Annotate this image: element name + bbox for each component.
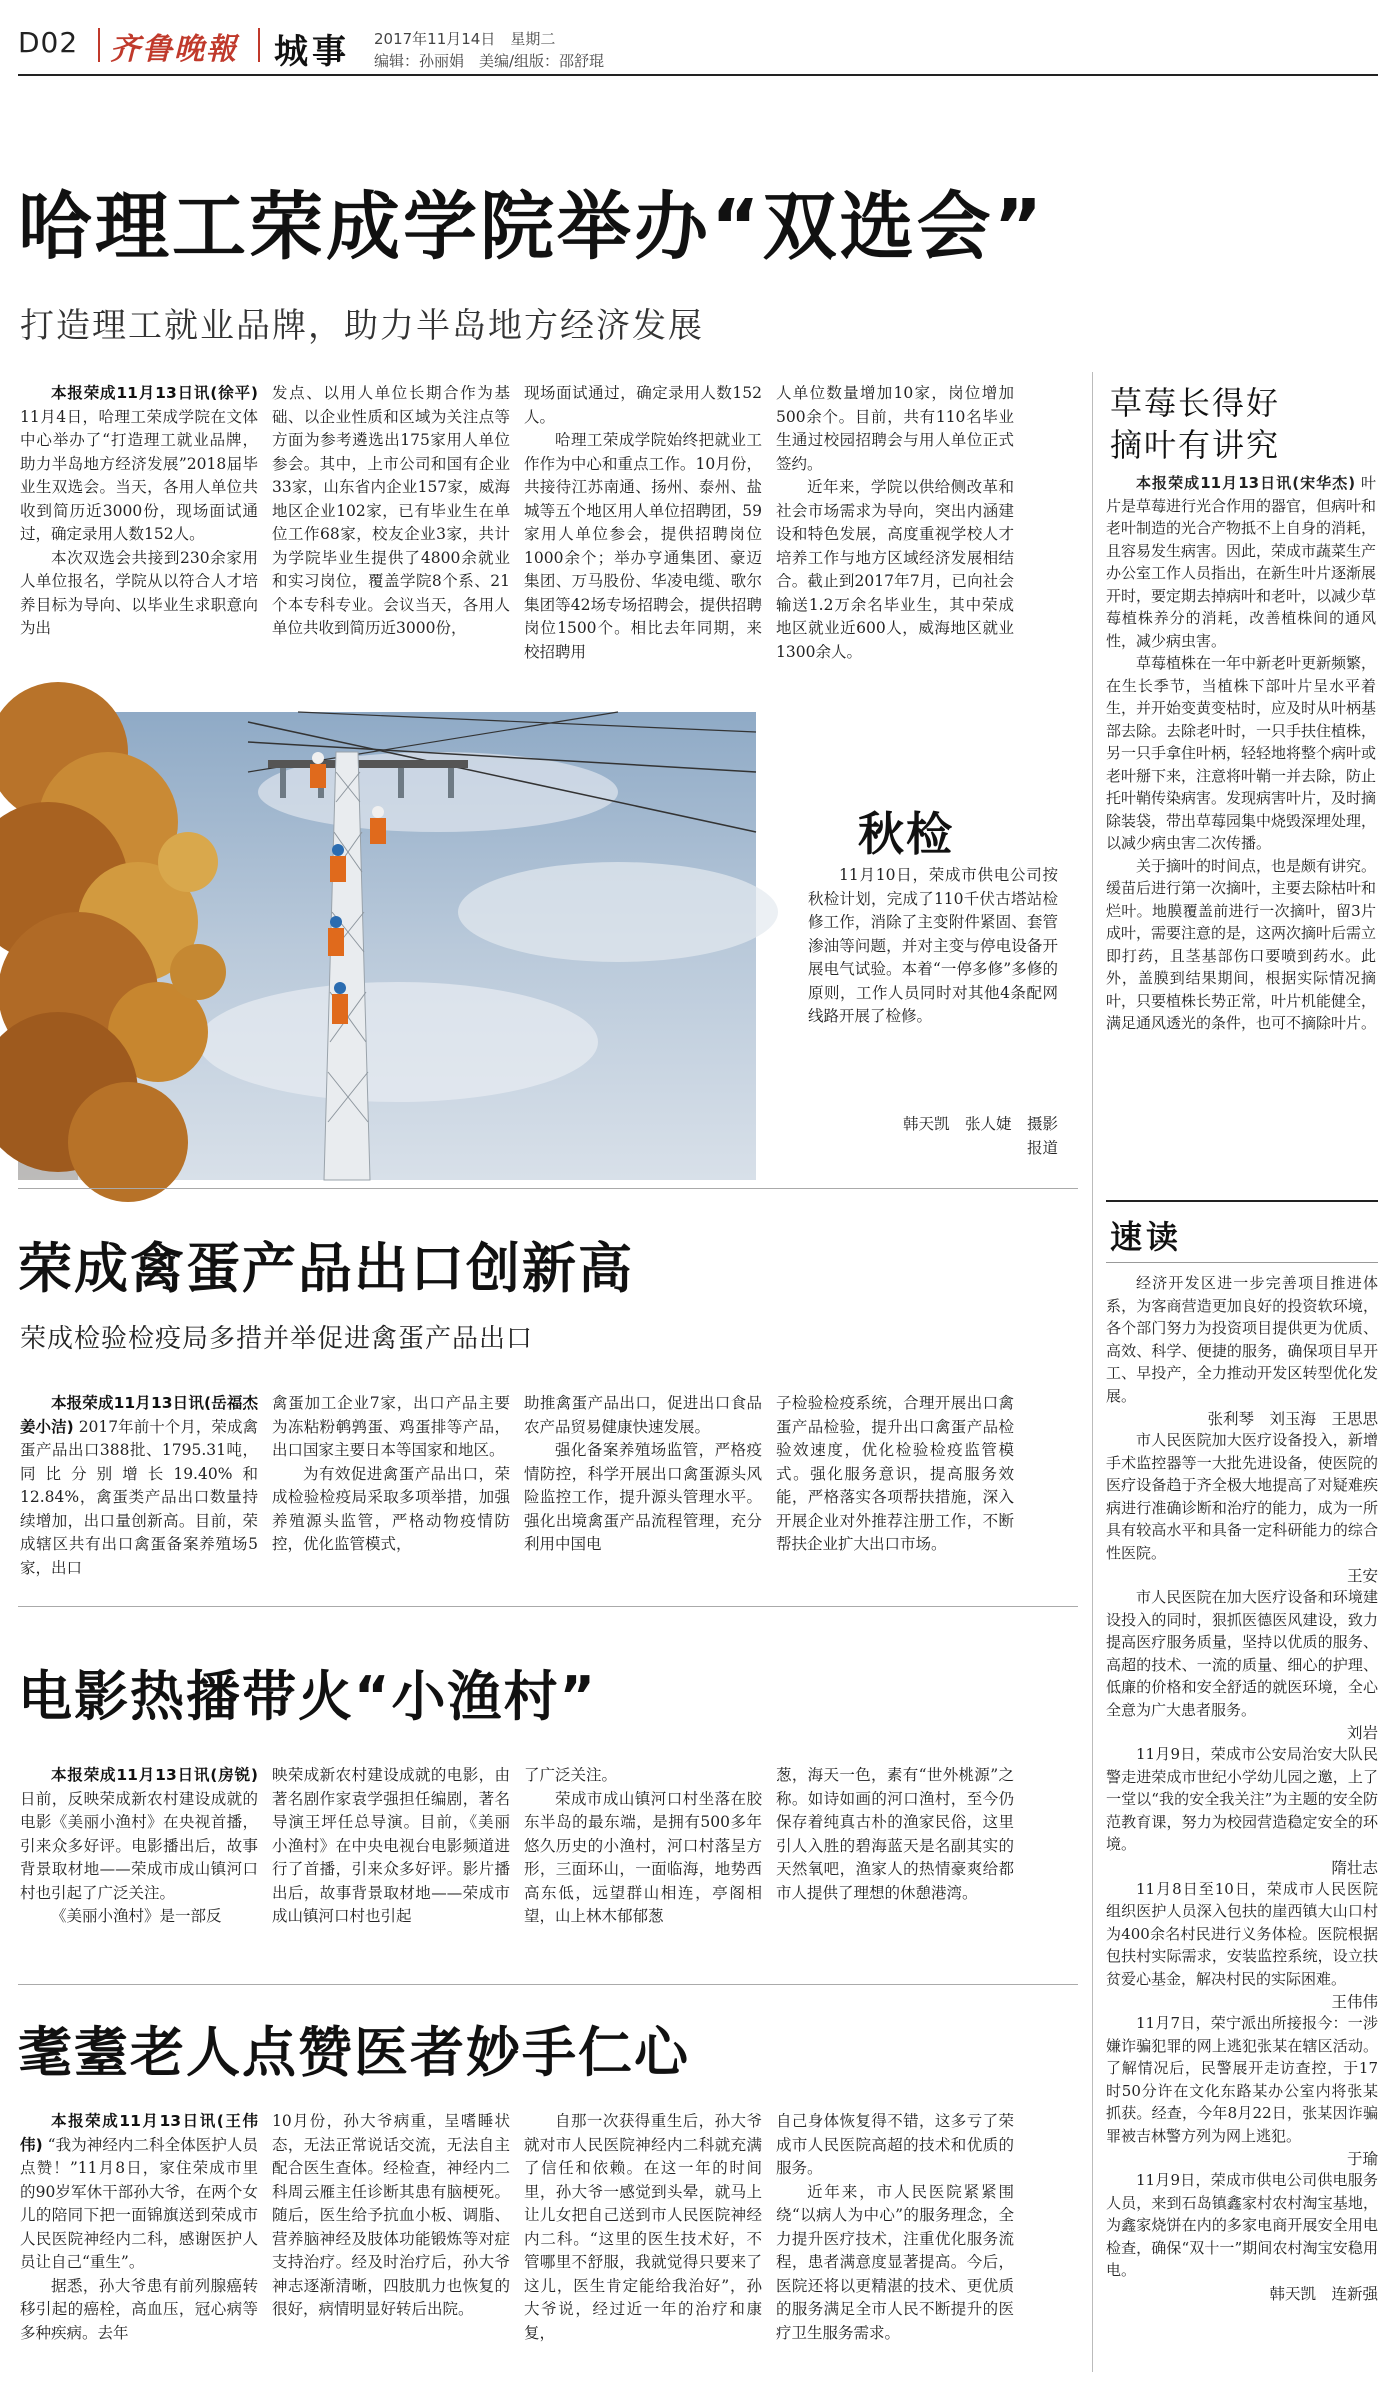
story1-col2: 发点、以用人单位长期合作为基础、以企业性质和区域为关注点等方面为参考遴选出175家用人单位参会。其中，上市公司和国有企业33家，山东省内企业157家，威海地区企业102家，已有毕业生在单位工作68家，校友企业3家，共计为学院毕业生提供了4800余就业和实习岗位，覆盖学院8个系、21个本专科专业。会议当天，各用人单位共收到简历近3000份，: [272, 384, 510, 637]
sidebar-title: 草莓长得好 摘叶有讲究: [1110, 384, 1281, 464]
story1-subhead: 打造理工就业品牌，助力半岛地方经济发展: [20, 306, 704, 346]
divider: [18, 1188, 1078, 1189]
issue-date: 2017年11月14日 星期二: [374, 30, 556, 48]
cloud: [458, 862, 778, 962]
photo-caption-text: 11月10日，荣成市供电公司按秋检计划，完成了110千伏古塔站检修工作，消除了主变附件紧固、套管渗油等问题，并对主变与停电设备开展电气试验。本着“一停多修”多修的原则，工作人员同时对其他4条配网线路开展了检修。: [808, 866, 1058, 1025]
story4-col1: 本报荣成11月13日讯(王伟伟) “我为神经内二科全体医护人员点赞！”11月8日，家住荣成市里的90岁军休干部孙大爷，在两个女儿的陪同下把一面锦旗送到荣成市人民医院神经内二科，感谢医护人员让自己“重生”。 据悉，孙大爷患有前列腺癌转移引起的癌栓，高血压，冠心病等多种疾病。去年: [20, 2112, 258, 2342]
page-number: D02: [18, 26, 79, 59]
divider: [18, 1984, 1078, 1985]
speedread-item: 市人民医院加大医疗设备投入，新增手术监控器等一大批先进设备，使医院的医疗设备趋于齐全极大地提高了对疑难疾病进行准确诊断和治疗的能力，成为一所具有较高水平和具备一定科研能力的综合性医院。: [1106, 1431, 1378, 1562]
story1-col1: 本报荣成11月13日讯(徐平) 11月4日，哈理工荣成学院在文体中心举办了“打造理工就业品牌，助力半岛地方经济发展”2018届毕业生双选会。当天，各用人单位共收到简历近3000份，现场面试通过，确定录用人数152人。 本次双选会共接到230余家用人单位报名，学院从以符合人才培养目标为导向、以毕业生求职意向为出: [20, 384, 258, 637]
divider: [1106, 1262, 1378, 1263]
worker: [328, 916, 344, 956]
newspaper-logo: 齐鲁晚報: [110, 32, 238, 67]
speedread-author: 韩天凯 连新强: [1269, 2284, 1378, 2303]
divider: [1106, 1200, 1378, 1202]
story2-col3: 助推禽蛋产品出口，促进出口食品农产品贸易健康快速发展。 强化备案养殖场监管，严格疫情防控，科学开展出口禽蛋源头风险监控工作，提升源头管理水平。强化出境禽蛋产品流程管理，充分利用中国电: [524, 1394, 762, 1553]
speedread-author: 张利琴 刘玉海 王思思: [1207, 1410, 1378, 1428]
story3-col2: 映荣成新农村建设成就的电影，由著名剧作家袁学强担任编剧，著名导演王坪任总导演。目前，《美丽小渔村》在中央电视台电影频道进行了首播，引来众多好评。影片播出后，故事背景取材地——荣成市成山镇河口村也引起: [272, 1766, 510, 1925]
speedread-author: 隋壮志: [1331, 1858, 1378, 1877]
sidebar-article: 本报荣成11月13日讯(宋华杰) 叶片是草莓进行光合作用的器官，但病叶和老叶制造的光合产物抵不上自身的消耗，且容易发生病害。因此，荣成市蔬菜生产办公室工作人员指出，在新生叶片逐渐展开时，要定期去掉病叶和老叶，以减少草莓植株养分的消耗，改善植株间的通风性，减少病虫害。 草莓植株在一年中新老叶更新频繁，在生长季节，当植株下部叶片呈水平着生，并开始变黄变枯时，应及时从叶柄基部去除。去除老叶时，一只手扶住植株，另一只手拿住叶柄，轻轻地将整个病叶或老叶掰下来，注意将叶鞘一并去除，防止托叶鞘传染病害。发现病害叶片，及时摘除装袋，带出草莓园集中烧毁深埋处理，以减少病虫害二次传播。 关于摘叶的时间点，也是颇有讲究。缓苗后进行第一次摘叶，主要去除枯叶和烂叶。地膜覆盖前进行一次摘叶，留3片成叶，需要注意的是，这两次摘叶后需立即打药，且茎基部伤口要喷到药水。此外，盖膜到结果期间，根据实际情况摘叶，只要植株长势正常，叶片机能健全，满足通风透光的条件，也可不摘除叶片。: [1106, 474, 1377, 1032]
photo-illustration: [18, 712, 756, 1180]
story2-col4: 子检验检疫系统，合理开展出口禽蛋产品检验，提升出口禽蛋产品检验效速度，优化检验检疫监管模式。强化服务意识，提高服务效能，严格落实各项帮扶措施，深入开展企业对外推荐注册工作，不断帮扶企业扩大出口市场。: [776, 1394, 1014, 1553]
story4-col2: 10月份，孙大爷病重，呈嗜睡状态，无法正常说话交流，无法自主配合医生查体。经检查，神经内二科周云雁主任诊断其患有脑梗死。随后，医生给予抗血小板、调脂、营养脑神经及肢体功能锻炼等对症支持治疗。经及时治疗后，孙大爷神志逐渐清晰，四肢肌力也恢复的很好，病情明显好转后出院。: [272, 2112, 510, 2318]
speedread-author: 刘岩: [1346, 1724, 1378, 1742]
story2-col2: 禽蛋加工企业7家，出口产品主要为冻粘粉鹌鹑蛋、鸡蛋排等产品，出口国家主要日本等国家和地区。 为有效促进禽蛋产品出口，荣成检验检疫局采取多项举措，加强养殖源头监管，严格动物疫情防控，优化监管模式，: [272, 1394, 510, 1553]
worker: [332, 982, 348, 1024]
story1-col3: 现场面试通过，确定录用人数152人。 哈理工荣成学院始终把就业工作作为中心和重点工作。10月份，共接待江苏南通、扬州、泰州、盐城等五个地区用人单位招聘团，59家用人单位参会，提供招聘岗位1000余个；举办亨通集团、豪迈集团、万马股份、华凌电缆、歌尔集团等42场专场招聘会，提供招聘岗位1500个。相比去年同期，来校招聘用: [524, 384, 762, 661]
speedread-item: 经济开发区进一步完善项目推进体系，为客商营造更加良好的投资软环境，各个部门努力为投资项目提供更为优质、高效、科学、便捷的服务，确保项目早开工、早投产，全力推动开发区转型优化发展。: [1106, 1274, 1378, 1405]
speedread-title: 速读: [1110, 1218, 1183, 1256]
story4-col4: 自己身体恢复得不错，这多亏了荣成市人民医院高超的技术和优质的服务。 近年来，市人民医院紧紧围绕“以病人为中心”的服务理念，全力提升医疗技术，注重优化服务流程，患者满意度显著提高。今后，医院还将以更精湛的技术、更优质的服务满足全市人民不断提升的医疗卫生服务需求。: [776, 2112, 1014, 2342]
story1-headline: 哈理工荣成学院举办“双选会”: [18, 184, 1046, 270]
speedread-item: 11月9日，荣成市公安局治安大队民警走进荣成市世纪小学幼儿园之邀，上了一堂以“我的安全我关注”为主题的安全防范教育课，努力为校园营造稳定安全的环境。: [1106, 1745, 1378, 1853]
story2-col1: 本报荣成11月13日讯(岳福杰 姜小洁) 2017年前十个月，荣成禽蛋产品出口388批、1795.31吨，同比分别增长19.40%和12.84%，禽蛋类产品出口数量持续增加，出口量创新高。目前，荣成辖区共有出口禽蛋备案养殖场5家，出口: [20, 1394, 274, 1577]
photo-title: 秋检: [858, 807, 954, 861]
speedread-item: 11月8日至10日，荣成市人民医院组织医护人员深入包扶的崖西镇大山口村为400余名村民进行义务体检。医院根据包扶村实际需求，安装监控系统，设立扶贫爱心基金，解决村民的实际困难。: [1106, 1879, 1378, 1988]
speedread-item: 11月9日，荣成市供电公司供电服务人员，来到石岛镇鑫家村农村淘宝基地，为鑫家烧饼在内的多家电商开展安全用电检查，确保“双十一”期间农村淘宝安稳用电。: [1106, 2171, 1378, 2279]
photo-power-line-inspection: [18, 712, 756, 1180]
story2-headline: 荣成禽蛋产品出口创新高: [18, 1237, 634, 1300]
column-rule: [1092, 372, 1093, 2372]
story4-headline: 耄耋老人点赞医者妙手仁心: [18, 2021, 690, 2084]
speedread-list: [1106, 1272, 1378, 2382]
photo-credit: 韩天凯 张人婕 摄影 报道: [902, 1115, 1058, 1157]
editor-credits: 编辑：孙丽娟 美编/组版：邵舒琨: [374, 52, 605, 70]
masthead-divider: [258, 28, 260, 62]
photo-caption: [762, 712, 1070, 1180]
story3-col4: 葱，海天一色，素有“世外桃源”之称。如诗如画的河口渔村，至今仍保存着纯真古朴的渔家民俗，这里引人入胜的碧海蓝天是名副其实的天然氧吧，渔家人的热情豪爽给都市人提供了理想的休憩港湾。: [776, 1766, 1014, 1902]
divider: [18, 1606, 1078, 1607]
speedread-author: 王安: [1346, 1567, 1378, 1585]
speedread-item: 11月7日，荣宁派出所接报今：一涉嫌诈骗犯罪的网上逃犯张某在辖区活动。了解情况后，民警展开走访查控，于17时50分许在文化东路某办公室内将张某抓获。经查，今年8月22日，张某因诈骗罪被吉林警方列为网上逃犯。: [1106, 2014, 1378, 2145]
section-name: 城事: [274, 32, 350, 72]
crossarm: [268, 760, 468, 768]
speedread-author: 于瑜: [1346, 2150, 1378, 2168]
story3-col3: 了广泛关注。 荣成市成山镇河口村坐落在胶东半岛的最东端，是拥有500多年悠久历史的小渔村，河口村落呈方形，三面环山，一面临海，地势西高东低，远望群山相连，亭阁相望，山上林木郁郁葱: [524, 1766, 762, 1925]
worker: [330, 844, 346, 882]
story1-col4: 人单位数量增加10家，岗位增加500余个。目前，共有110名毕业生通过校园招聘会与用人单位正式签约。 近年来，学院以供给侧改革和社会市场需求为导向，突出内涵建设和特色发展，高度重视学校人才培养工作与地方区域经济发展相结合。截止到2017年7月，已向社会输送1.2万余名毕业生，其中荣成地区就业近600人，威海地区就业1300余人。: [776, 384, 1014, 661]
story4-col3: 自那一次获得重生后，孙大爷就对市人民医院神经内二科就充满了信任和依赖。在这一年的时间里，孙大爷一感觉到头晕，就马上让儿女把自己送到市人民医院神经内二科。“这里的医生技术好，不管哪里不舒服，我就觉得只要来了这儿，医生肯定能给我治好”，孙大爷说，经过近一年的治疗和康复，: [524, 2112, 762, 2342]
speedread-item: 市人民医院在加大医疗设备和环境建设投入的同时，狠抓医德医风建设，致力提高医疗服务质量，坚持以优质的服务、高超的技术、一流的质量、细心的护理、低廉的价格和安全舒适的就医环境，全心全意为广大患者服务。: [1106, 1588, 1378, 1719]
story1-dateline: 本报荣成11月13日讯(徐平): [51, 384, 258, 402]
story3-headline: 电影热播带火“小渔村”: [18, 1665, 597, 1728]
worker: [310, 752, 326, 788]
story3-col1: 本报荣成11月13日讯(房锐) 日前，反映荣成新农村建设成就的电影《美丽小渔村》在央视首播，引来众多好评。电影播出后，故事背景取材地——荣成市成山镇河口村也引起了广泛关注。 《美丽小渔村》是一部反: [20, 1766, 258, 1925]
cloud: [198, 982, 598, 1102]
story2-subhead: 荣成检验检疫局多措并举促进禽蛋产品出口: [20, 1324, 534, 1354]
masthead-rule: [18, 74, 1378, 76]
masthead-divider: [98, 28, 100, 62]
speedread-author: 王伟伟: [1331, 1993, 1378, 2011]
worker: [370, 806, 386, 844]
masthead: [18, 22, 1378, 72]
